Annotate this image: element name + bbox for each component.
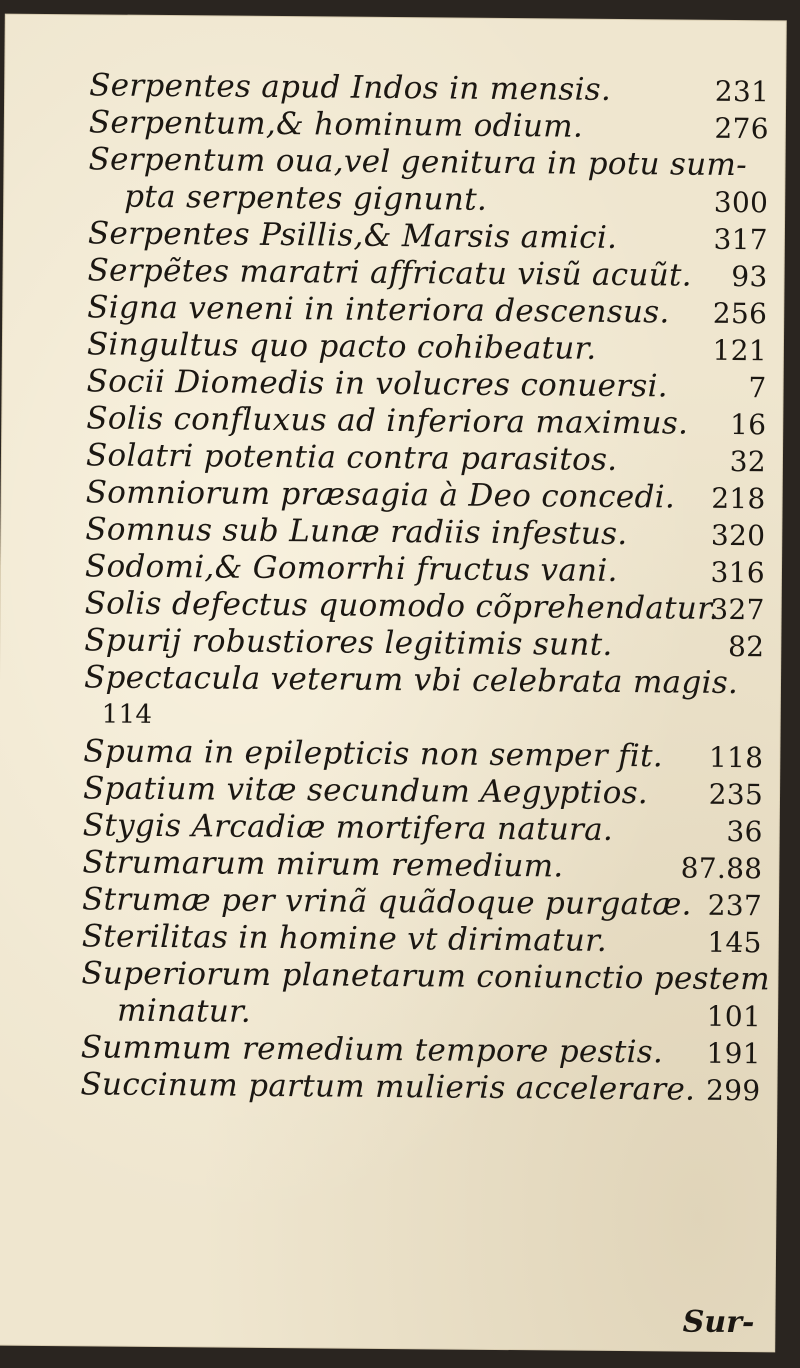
page-number: 256 [712, 296, 768, 331]
page-number: 276 [714, 111, 769, 146]
index-entry [85, 474, 765, 517]
page-number: 16 [729, 407, 767, 442]
index-entry [82, 844, 762, 887]
index-entry [85, 548, 765, 591]
index-entry [82, 881, 762, 924]
entry-text: Serpentes apud Indos in mensis. [89, 67, 612, 108]
entry-text: Spatium vitæ secundum Aegyptios. [82, 770, 649, 812]
page-number: 218 [711, 481, 766, 516]
index-entry [89, 104, 769, 147]
entry-text: Solis defectus quomodo cõprehendatur. [84, 585, 720, 627]
entry-text: Sodomi,& Gomorrhi fructus vani. [84, 548, 618, 589]
index-entry [81, 1029, 761, 1072]
index-entry [86, 363, 766, 406]
page-number: 327 [710, 592, 765, 627]
page-number: 114 [101, 699, 153, 730]
entry-text: Solatri potentia contra parasitos. [85, 437, 618, 478]
index-entry [87, 326, 767, 369]
page-number: 121 [712, 333, 768, 368]
entry-text: Solis confluxus ad inferiora maximus. [86, 400, 689, 442]
index-entry [88, 141, 769, 221]
entry-continuation: pta serpentes gignunt. [124, 178, 488, 218]
index-entry [87, 289, 767, 332]
page-number: 231 [714, 74, 770, 109]
page-number: 300 [713, 185, 769, 220]
page-number: 101 [706, 999, 762, 1034]
index-entry [83, 770, 763, 813]
entry-text: Serpentum oua,vel genitura in potu sum- [88, 141, 748, 184]
page-number: 316 [710, 555, 766, 590]
entry-text: Succinum partum mulieris accelerare. [80, 1066, 696, 1108]
entry-text: Strumæ per vrinã quãdoque purgatæ. [81, 881, 692, 923]
entry-text: Singultus quo pacto cohibeatur. [86, 326, 597, 367]
entry-text: Somniorum præsagia à Deo concedi. [85, 474, 676, 516]
index-entries [80, 67, 769, 1109]
page-number: 32 [729, 444, 767, 479]
page-number: 7 [748, 371, 767, 405]
entry-text: Stygis Arcadiæ mortifera natura. [82, 807, 614, 848]
index-entry [86, 437, 766, 480]
entry-text: Socii Diomedis in volucres conuersi. [86, 363, 669, 405]
index-entry [82, 918, 762, 961]
entry-continuation: minatur. [116, 992, 252, 1030]
index-entry [80, 1066, 760, 1109]
index-entry [87, 252, 767, 295]
entry-text: Somnus sub Lunæ radiis infestus. [85, 511, 628, 553]
entry-text: Serpentes Psillis,& Marsis amici. [87, 215, 618, 256]
page-number: 235 [708, 777, 764, 812]
index-entry [81, 955, 771, 1035]
index-entry [83, 733, 763, 776]
index-entry [89, 67, 769, 110]
page-number: 87.88 [680, 851, 763, 886]
index-entry [84, 659, 765, 739]
page-number: 93 [731, 259, 768, 294]
index-entry [85, 585, 765, 628]
index-entry [88, 215, 768, 258]
entry-text: Summum remedium tempore pestis. [80, 1029, 664, 1071]
page-number: 36 [726, 814, 763, 849]
entry-text: Spurij robustiores legitimis sunt. [84, 622, 613, 663]
entry-text: Signa veneni in interiora descensus. [87, 289, 670, 331]
page-number: 320 [710, 518, 766, 553]
catchword: Sur- [682, 1304, 755, 1341]
entry-text: Spectacula veterum vbi celebrata magis. [83, 659, 739, 702]
page-number: 299 [705, 1073, 761, 1108]
entry-text: Serpentum,& hominum odium. [88, 104, 584, 145]
index-entry [86, 400, 766, 443]
entry-text: Serpẽtes maratri affricatu visũ acuũt. [87, 252, 693, 294]
entry-text: Strumarum mirum remedium. [82, 844, 564, 885]
entry-text: Sterilitas in homine vt dirimatur. [81, 918, 608, 959]
page-number: 145 [707, 925, 762, 960]
book-page [0, 15, 786, 1352]
page-number: 237 [707, 888, 763, 923]
index-entry [84, 622, 764, 665]
entry-text: Spuma in epilepticis non semper fit. [83, 733, 664, 775]
page-number: 118 [708, 740, 764, 775]
entry-text: Superiorum planetarum coniunctio pestem [81, 955, 771, 998]
index-entry [85, 511, 765, 554]
page-number: 82 [727, 629, 765, 664]
page-number: 317 [713, 222, 769, 257]
page-number: 191 [706, 1036, 761, 1071]
index-entry [83, 807, 763, 850]
